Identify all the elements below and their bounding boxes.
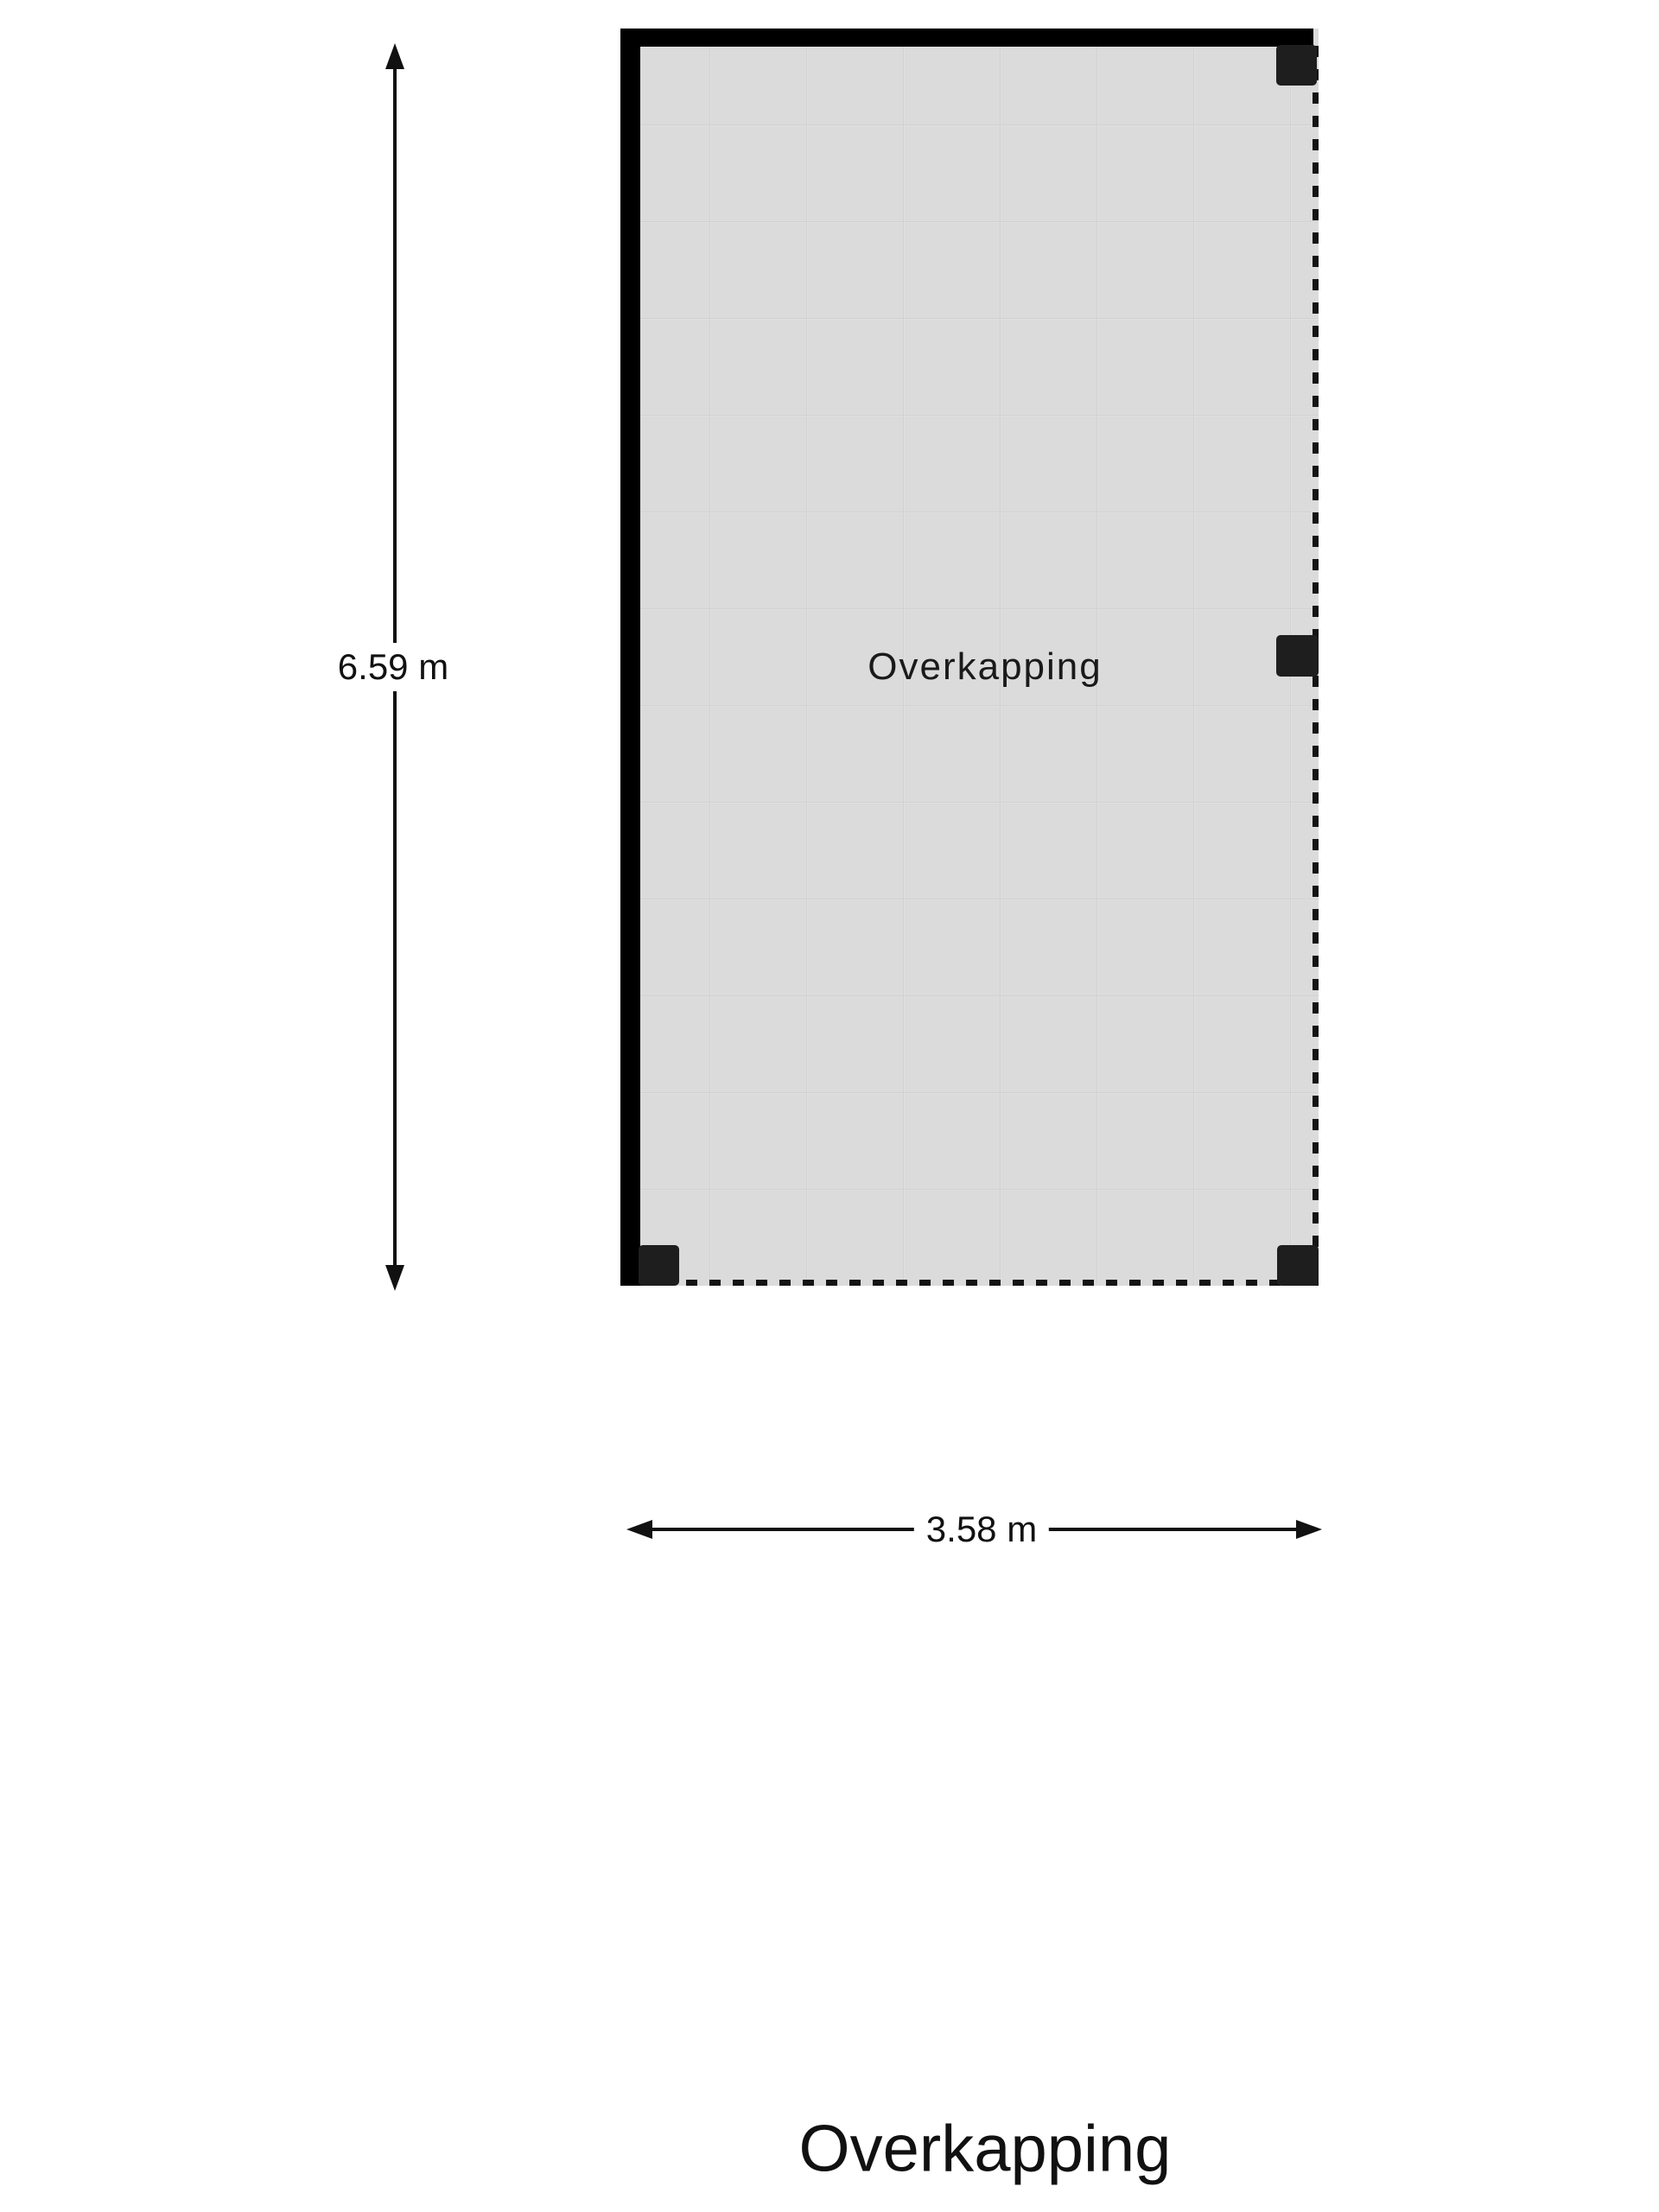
page-title: Overkapping <box>798 2112 1172 2186</box>
arrow-right-icon <box>1296 1520 1322 1539</box>
arrow-up-icon <box>385 43 404 69</box>
post-bottom-right <box>1277 1245 1319 1286</box>
post-top-right <box>1276 45 1317 86</box>
room-label: Overkapping <box>868 645 1103 688</box>
wall-left <box>620 29 640 1286</box>
open-edge-dashed-bottom <box>639 1280 1319 1286</box>
arrow-left-icon <box>626 1520 652 1539</box>
post-bottom-left <box>639 1245 679 1286</box>
wall-top <box>620 29 1313 47</box>
post-middle-right <box>1276 635 1319 677</box>
arrow-down-icon <box>385 1265 404 1291</box>
dimension-height-label: 6.59 m <box>326 643 461 691</box>
dimension-width-label: 3.58 m <box>914 1505 1049 1554</box>
